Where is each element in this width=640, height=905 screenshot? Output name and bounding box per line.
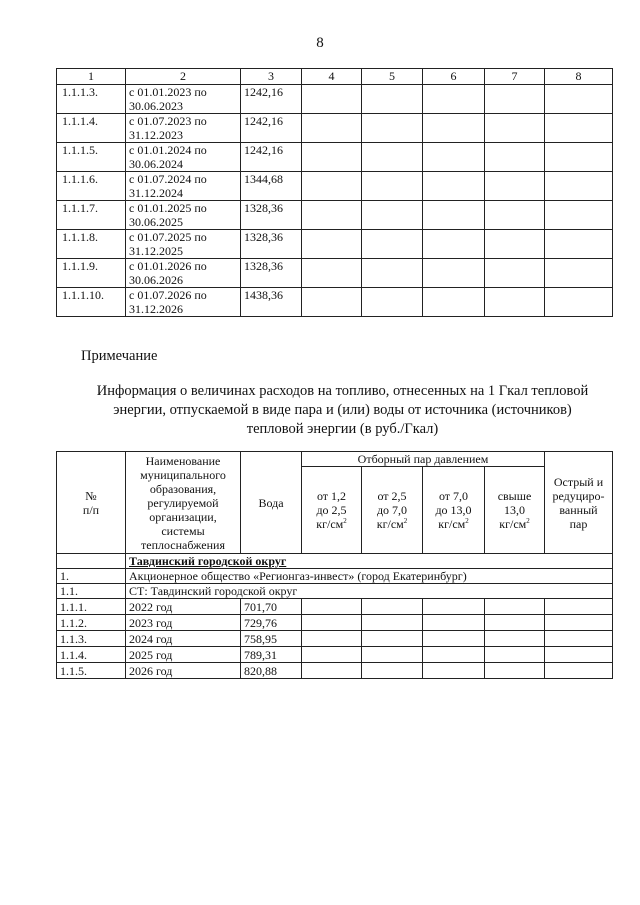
empty-cell xyxy=(302,230,362,259)
row-num: 1.1.1.4. xyxy=(57,114,126,143)
header-pressure-3: от 7,0 до 13,0 $кг/см^2$ xyxy=(423,467,485,554)
empty-cell xyxy=(423,201,485,230)
page-number: 8 xyxy=(316,35,324,51)
empty-cell xyxy=(545,631,613,647)
header-pressure-1: от 1,2 до 2,5 $кг/см^2$ xyxy=(302,467,362,554)
header-num: № п/п xyxy=(57,452,126,554)
table-row xyxy=(57,230,613,259)
row-num: 1.1.1. xyxy=(57,599,126,615)
row-num: 1.1. xyxy=(57,584,126,599)
empty-cell xyxy=(423,288,485,317)
empty-cell xyxy=(423,143,485,172)
table-row xyxy=(57,85,613,114)
info-line: Информация о величинах расходов на топливо, отнесенных на 1 Гкал тепловой xyxy=(96,383,589,399)
empty-cell xyxy=(362,647,423,663)
empty-cell xyxy=(485,259,545,288)
value-cell: 701,70 xyxy=(241,599,302,615)
empty-cell xyxy=(423,615,485,631)
table-header-row xyxy=(57,452,613,467)
column-header: 8 xyxy=(545,69,613,85)
empty-cell xyxy=(545,230,613,259)
empty-cell xyxy=(423,599,485,615)
header-pressure-4: свыше 13,0 $кг/см^2$ xyxy=(485,467,545,554)
column-header: 3 xyxy=(241,69,302,85)
value-cell: 758,95 xyxy=(241,631,302,647)
empty-cell xyxy=(485,172,545,201)
value-cell: 1344,68 xyxy=(241,172,302,201)
column-header: 5 xyxy=(362,69,423,85)
period-cell: с 01.01.2025 по 30.06.2025 xyxy=(126,201,241,230)
empty-cell xyxy=(423,663,485,679)
empty-cell xyxy=(302,85,362,114)
period-cell: с 01.01.2024 по 30.06.2024 xyxy=(126,143,241,172)
empty-cell xyxy=(423,172,485,201)
row-num: 1.1.1.7. xyxy=(57,201,126,230)
empty-cell xyxy=(545,201,613,230)
table-row xyxy=(57,647,613,663)
empty-cell xyxy=(485,599,545,615)
empty-cell xyxy=(302,259,362,288)
table-row xyxy=(57,288,613,317)
empty-cell xyxy=(485,143,545,172)
empty-cell xyxy=(362,201,423,230)
row-num: 1. xyxy=(57,569,126,584)
value-cell: 1242,16 xyxy=(241,143,302,172)
empty-cell xyxy=(362,172,423,201)
header-steam-pressure: Отборный пар давлением xyxy=(302,452,545,467)
empty-cell xyxy=(485,85,545,114)
empty-cell xyxy=(302,631,362,647)
empty-cell xyxy=(423,114,485,143)
empty-cell xyxy=(362,85,423,114)
empty-cell xyxy=(423,230,485,259)
empty-cell xyxy=(545,615,613,631)
info-line: тепловой энергии (в руб./Гкал) xyxy=(246,421,439,437)
empty-cell xyxy=(302,288,362,317)
note-label: Примечание xyxy=(81,348,158,364)
fuel-cost-table xyxy=(56,451,613,679)
empty-cell xyxy=(302,143,362,172)
column-header: 1 xyxy=(57,69,126,85)
header-name: Наименование муниципального образования, регулируемой организации, системы теплоснабжения xyxy=(126,452,241,554)
system-name: СТ: Тавдинский городской округ xyxy=(126,584,613,599)
value-cell: 729,76 xyxy=(241,615,302,631)
row-num: 1.1.1.3. xyxy=(57,85,126,114)
empty-cell xyxy=(362,114,423,143)
column-header: 7 xyxy=(485,69,545,85)
empty-cell xyxy=(302,172,362,201)
value-cell: 820,88 xyxy=(241,663,302,679)
info-line: энергии, отпускаемой в виде пара и (или) воды от источника (источников) xyxy=(113,402,572,418)
empty-cell xyxy=(423,85,485,114)
empty-cell xyxy=(485,631,545,647)
empty-cell xyxy=(485,663,545,679)
year-cell: 2024 год xyxy=(126,631,241,647)
period-cell: с 01.07.2025 по 31.12.2025 xyxy=(126,230,241,259)
empty-cell xyxy=(362,288,423,317)
row-num: 1.1.3. xyxy=(57,631,126,647)
empty-cell xyxy=(362,259,423,288)
value-cell: 1328,36 xyxy=(241,201,302,230)
organization-row xyxy=(57,569,613,584)
row-num: 1.1.1.10. xyxy=(57,288,126,317)
district-name: Тавдинский городской округ xyxy=(126,554,613,569)
row-num: 1.1.5. xyxy=(57,663,126,679)
info-heading xyxy=(70,382,615,439)
empty-cell xyxy=(485,230,545,259)
table-row xyxy=(57,259,613,288)
row-num: 1.1.1.6. xyxy=(57,172,126,201)
district-row xyxy=(57,554,613,569)
empty-cell xyxy=(545,599,613,615)
tariff-table xyxy=(56,68,613,317)
table-row xyxy=(57,201,613,230)
table-row xyxy=(57,599,613,615)
row-num: 1.1.1.8. xyxy=(57,230,126,259)
value-cell: 1242,16 xyxy=(241,85,302,114)
empty-cell xyxy=(485,647,545,663)
period-cell: с 01.01.2026 по 30.06.2026 xyxy=(126,259,241,288)
empty-cell xyxy=(302,663,362,679)
table-row xyxy=(57,631,613,647)
empty-cell xyxy=(302,615,362,631)
empty-cell xyxy=(485,615,545,631)
empty-cell xyxy=(362,663,423,679)
value-cell: 1328,36 xyxy=(241,259,302,288)
empty-cell xyxy=(545,647,613,663)
value-cell: 1242,16 xyxy=(241,114,302,143)
row-num: 1.1.1.5. xyxy=(57,143,126,172)
year-cell: 2025 год xyxy=(126,647,241,663)
year-cell: 2026 год xyxy=(126,663,241,679)
empty-cell xyxy=(485,201,545,230)
empty-cell xyxy=(485,114,545,143)
value-cell: 1438,36 xyxy=(241,288,302,317)
empty-cell xyxy=(362,230,423,259)
table-header-row xyxy=(57,69,613,85)
empty-cell xyxy=(362,615,423,631)
period-cell: с 01.07.2026 по 31.12.2026 xyxy=(126,288,241,317)
empty-cell xyxy=(302,201,362,230)
value-cell: 789,31 xyxy=(241,647,302,663)
year-cell: 2023 год xyxy=(126,615,241,631)
empty-cell xyxy=(545,143,613,172)
empty-cell xyxy=(545,172,613,201)
year-cell: 2022 год xyxy=(126,599,241,615)
empty-cell xyxy=(485,288,545,317)
period-cell: с 01.07.2024 по 31.12.2024 xyxy=(126,172,241,201)
empty-cell xyxy=(423,647,485,663)
empty-cell xyxy=(302,114,362,143)
header-water: Вода xyxy=(241,452,302,554)
table-row xyxy=(57,615,613,631)
column-header: 6 xyxy=(423,69,485,85)
system-row xyxy=(57,584,613,599)
value-cell: 1328,36 xyxy=(241,230,302,259)
empty-cell xyxy=(302,599,362,615)
row-num: 1.1.1.9. xyxy=(57,259,126,288)
empty-cell xyxy=(545,114,613,143)
empty-cell xyxy=(423,259,485,288)
empty-cell xyxy=(362,599,423,615)
empty-cell xyxy=(545,85,613,114)
empty-cell xyxy=(545,288,613,317)
empty-cell xyxy=(57,554,126,569)
period-cell: с 01.07.2023 по 31.12.2023 xyxy=(126,114,241,143)
empty-cell xyxy=(545,259,613,288)
column-header: 2 xyxy=(126,69,241,85)
table-row xyxy=(57,172,613,201)
column-header: 4 xyxy=(302,69,362,85)
empty-cell xyxy=(423,631,485,647)
period-cell: с 01.01.2023 по 30.06.2023 xyxy=(126,85,241,114)
row-num: 1.1.4. xyxy=(57,647,126,663)
table-row xyxy=(57,143,613,172)
empty-cell xyxy=(302,647,362,663)
row-num: 1.1.2. xyxy=(57,615,126,631)
empty-cell xyxy=(362,143,423,172)
header-live-steam: Острый и редуциро- ванный пар xyxy=(545,452,613,554)
table-row xyxy=(57,114,613,143)
table-row xyxy=(57,663,613,679)
empty-cell xyxy=(362,631,423,647)
header-pressure-2: от 2,5 до 7,0 $кг/см^2$ xyxy=(362,467,423,554)
organization-name: Акционерное общество «Регионгаз-инвест» (город Екатеринбург) xyxy=(126,569,613,584)
empty-cell xyxy=(545,663,613,679)
